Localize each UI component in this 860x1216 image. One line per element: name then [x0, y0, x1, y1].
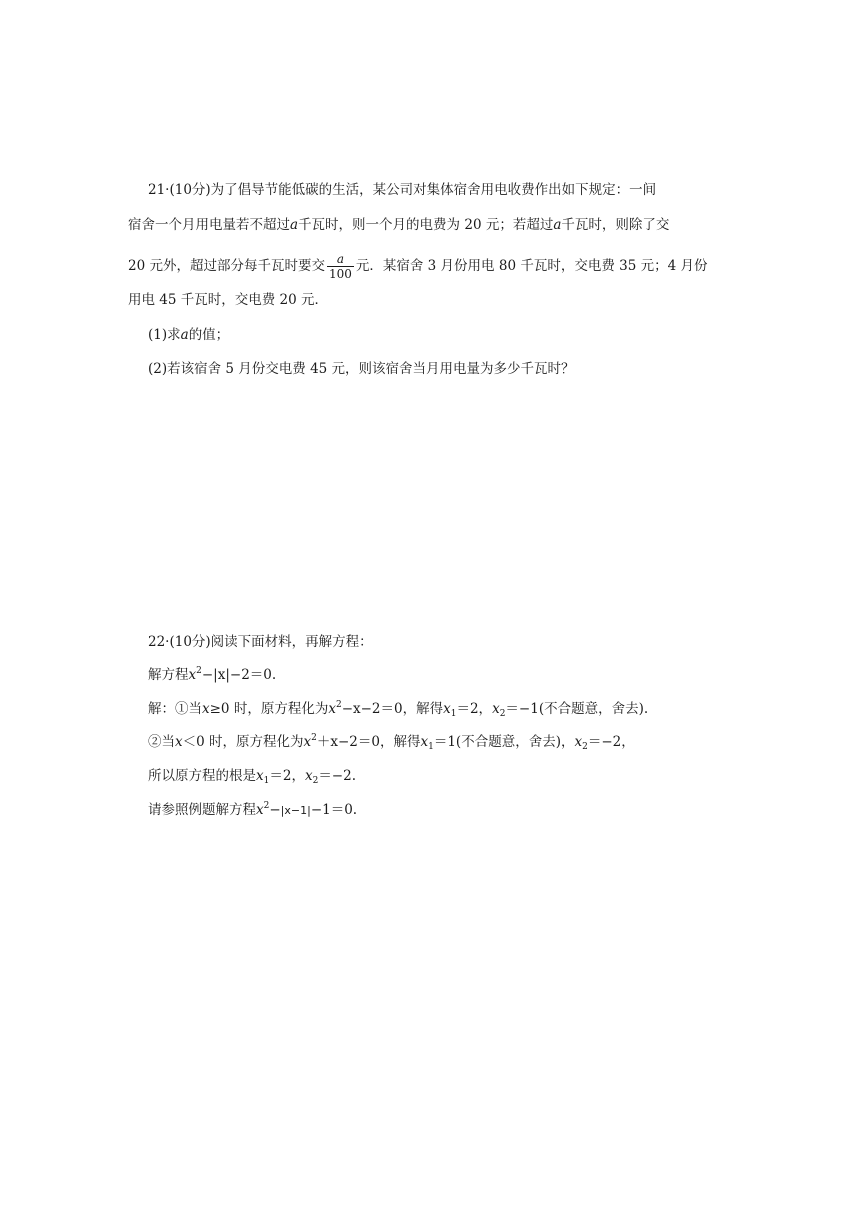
- q21-sub-question-2: (2)若该宿舍 5 月份交电费 45 元，则该宿舍当月用电量为多少千瓦时？: [148, 361, 575, 377]
- q22-task: 请参照例题解方程$x^2-|x-1|-1=0$.: [148, 801, 358, 818]
- q22-equation: 解方程$x^2-|x|-2=0$.: [148, 666, 277, 683]
- fraction-a-over-100: $\frac{a}{100}$: [328, 252, 352, 281]
- q21-line-4: 用电 45 千瓦时，交电费 20 元．: [128, 292, 329, 308]
- q21-line-1: 21·(10分)为了倡导节能低碳的生活，某公司对集体宿舍用电收费作出如下规定：一间: [148, 182, 657, 198]
- q22-conclusion: 所以原方程的根是$x_1=2$，$x_2=-2$.: [148, 768, 357, 786]
- q22-line-1: 22·(10分)阅读下面材料，再解方程：: [148, 634, 373, 650]
- q21-line-3: 20 元外，超过部分每千瓦时要交 $\frac{a}{100}$ 元．某宿舍 3 月份用电 80 千瓦时，交电费 35 元；4 月份: [128, 252, 708, 281]
- q22-solution-case-2: ②当x＜0 时，原方程化为$x^2+x-2=0$，解得$x_1=1$(不合题意，舍去)，$x_2=-2$，: [148, 733, 635, 752]
- q22-solution-case-1: 解：①当x≥0 时，原方程化为$x^2-x-2=0$，解得$x_1=2$，$x_2=-1$(不合题意，舍去).: [148, 700, 649, 719]
- q21-sub-question-1: (1)求a的值；: [148, 327, 230, 343]
- q21-line-2: 宿舍一个月用电量若不超过a千瓦时，则一个月的电费为 20 元；若超过a千瓦时，则除了交: [128, 217, 670, 233]
